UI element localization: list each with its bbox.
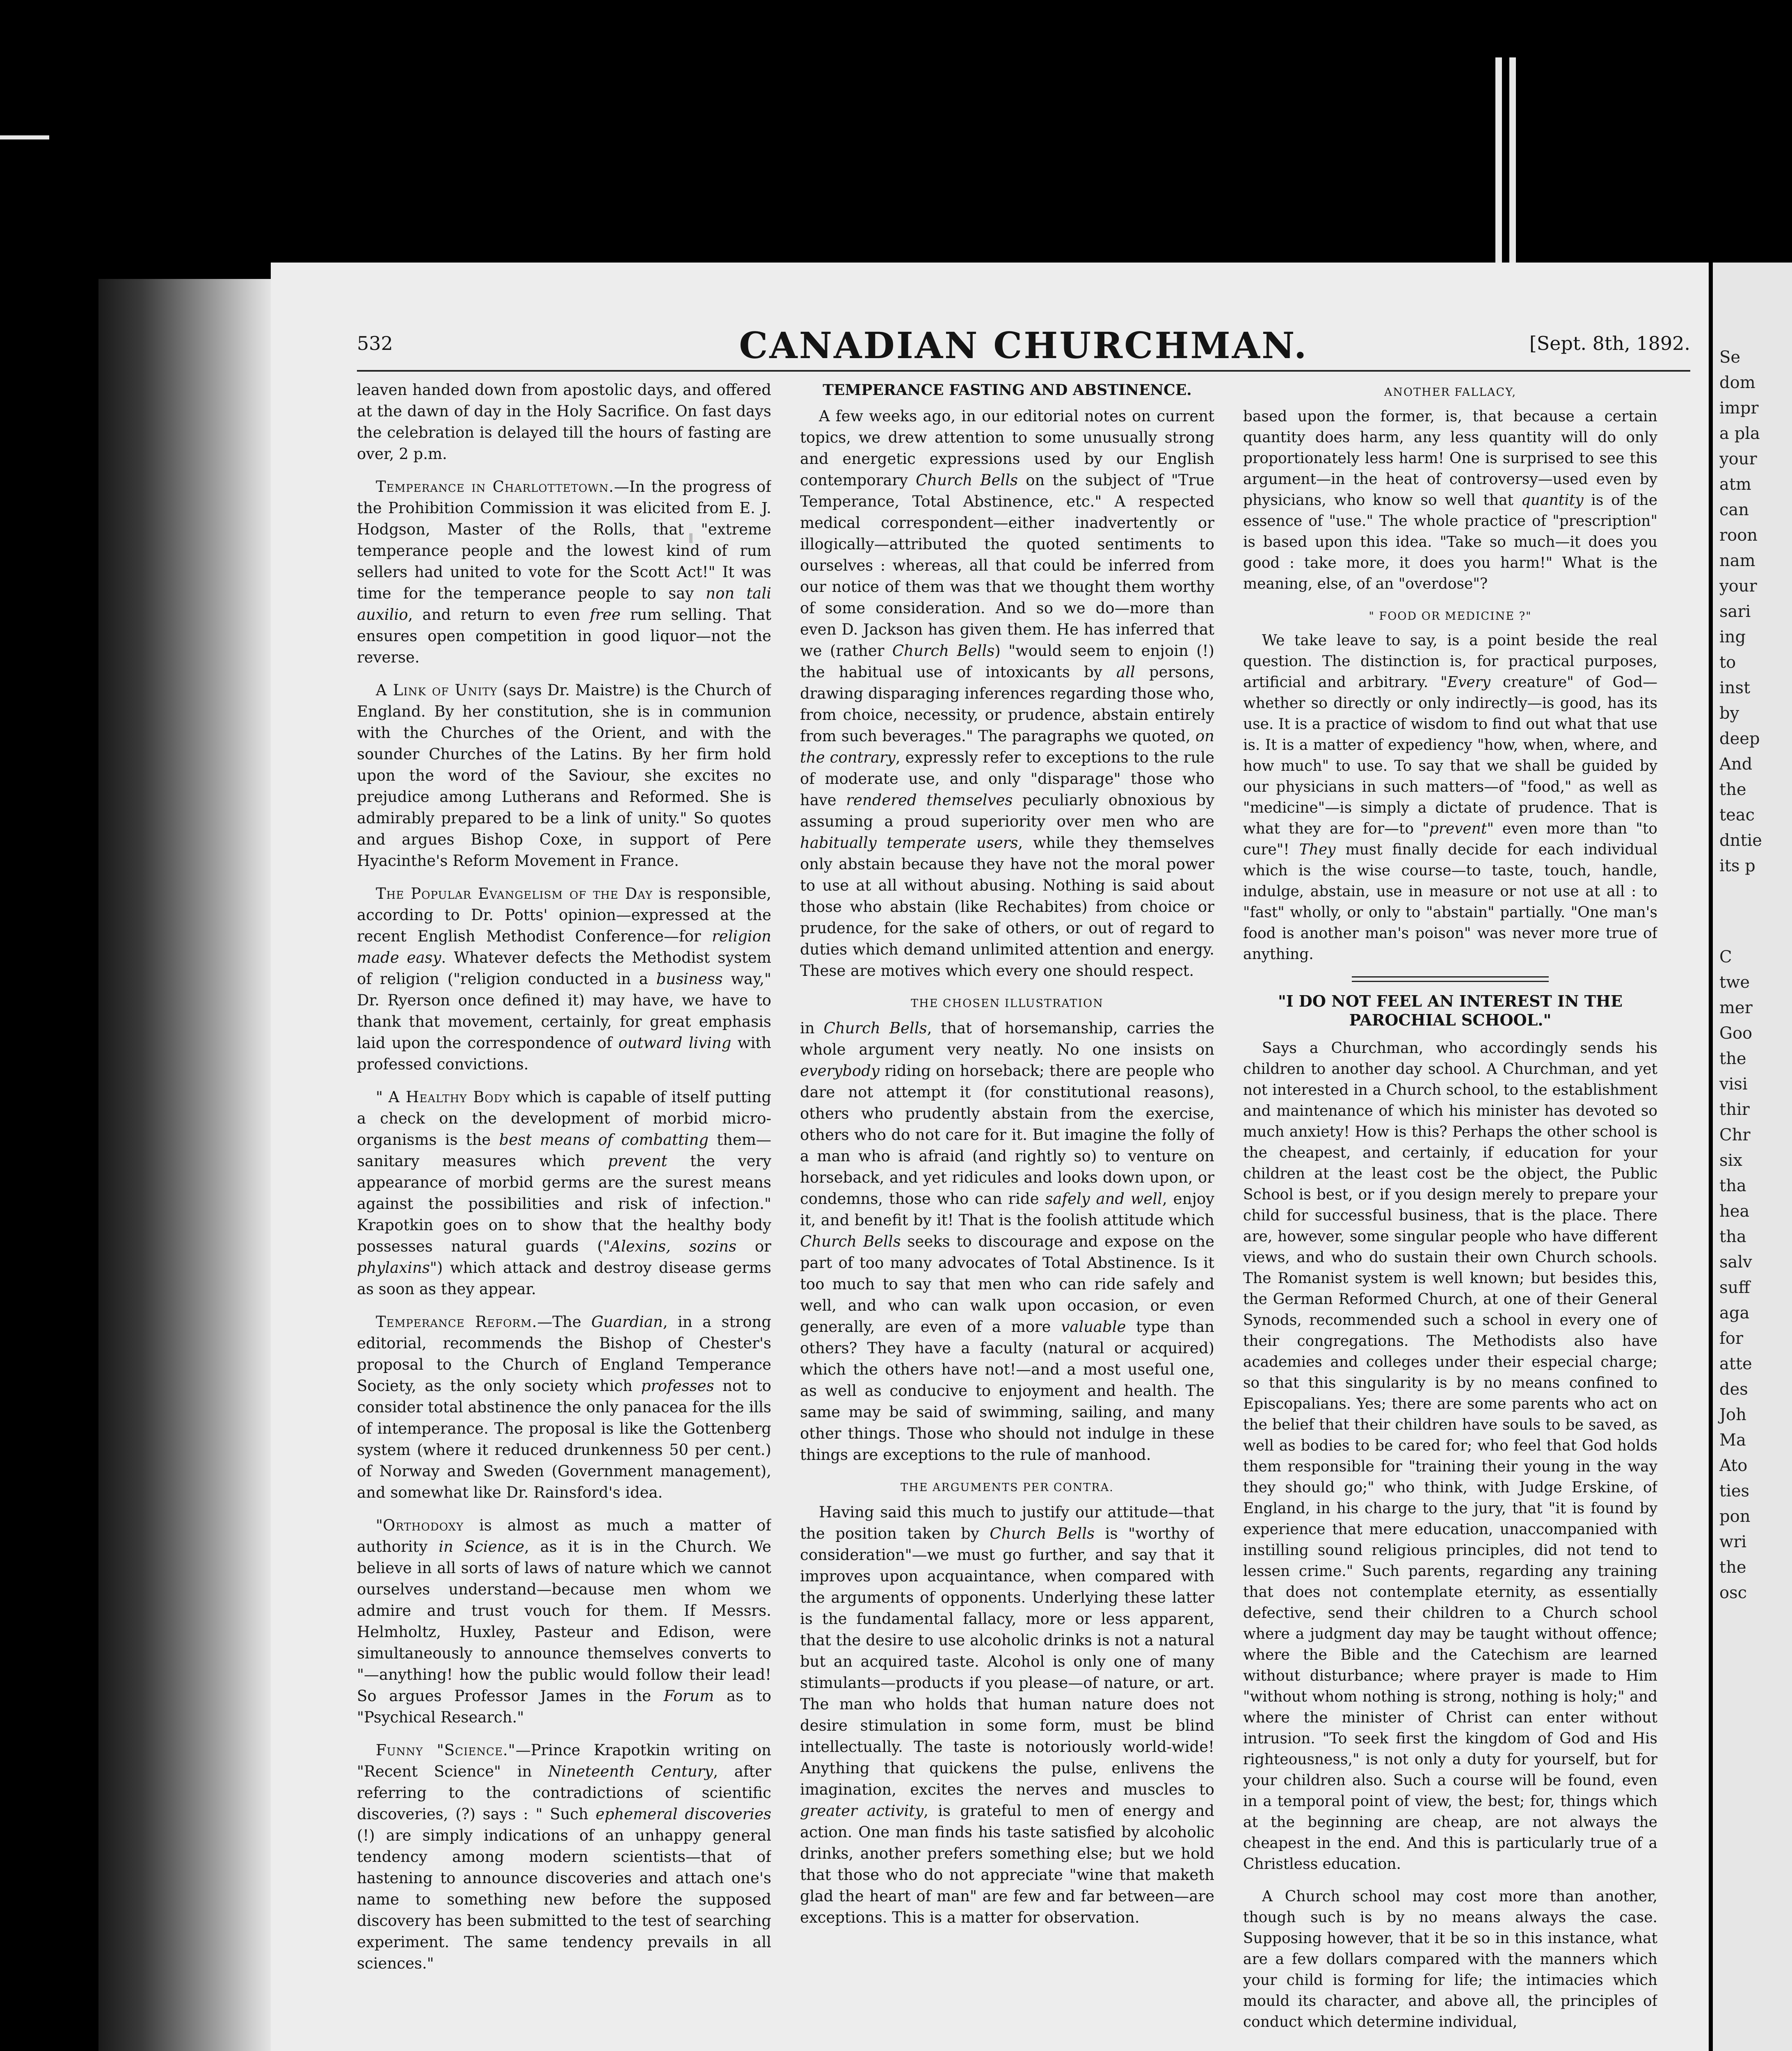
facing-page-line: Joh [1719, 1405, 1746, 1424]
facing-page-line: tha [1719, 1227, 1746, 1246]
facing-page-line: twe [1719, 973, 1750, 992]
article-paragraph: Says a Churchman, who accordingly sends his children to another day school. A Churchman, and yet not interested in a Church school, to the establishment and maintenance of which his minister has devoted so much anxiety! How is this? Perhaps the other school is the cheapest, and certainly, if education for your children at the least cost be the object, the Public School is best, or if you design merely to prepare your child for successful business, that is the place. There are, however, some singular people who have different views, and who do sustain their own Church schools. The Romanist system is well known; but besides this, the German Reformed Church, at one of their General Synods, recommended such a school in every one of their congregations. The Methodists also have academies and colleges under their especial charge; so that this singularity is by no means confined to Episcopalians. Yes; there are some parents who act on the belief that their children have souls to be saved, as well as bodies to be cared for; who feel that God holds them responsible for "training their young in the way they should go;" who think, with Judge Erskine, of England, in his charge to the jury, that "it is found by experience that mere education, unaccompanied with instilling sound religious principles, did not tend to lessen crime." Such parents, regarding any training that does not contemplate eternity, as essentially defective, send their children to a Church school where a judgment day may be taught without offence; where the Bible and the Catechism are learned without disturbance; where prayer is made to Him "without whom nothing is strong, nothing is holy;" and where the minister of Christ can enter without intrusion. "To seek first the kingdom of God and His righteousness," is not only a duty for yourself, but for your children also. Such a course will be found, even in a temporal point of view, the best; for, things which at the beginning are cheap, are not always the cheapest in the end. And this is particularly true of a Christless education. [1243, 1040, 1657, 1873]
masthead-title: CANADIAN CHURCHMAN. [739, 324, 1308, 367]
film-registration-marks-top [1495, 57, 1524, 263]
newspaper-page [271, 263, 1709, 2051]
facing-page-line: sari [1719, 602, 1751, 621]
item-temperance-charlottetown: Temperance in Charlottetown.—In the progress of the Prohibition Commission it was elicited from E. J. Hodgson, Master of the Rolls, that "extreme temperance people and the lowest kind of rum sellers had united to vote for the Scott Act!" It was time for the temperance people to say non tali auxilio, and return to even free rum selling. That ensures open competition in good liquor—not the reverse. [357, 478, 771, 666]
article-paragraph: A few weeks ago, in our editorial notes on current topics, we drew attention to some unusually strong and energetic expressions used by our English contemporary Church Bells on the subject of "True Temperance, Total Abstinence, etc." A respected medical correspondent—either inadvertently or illogically—attributed the quoted sentiments to ourselves : whereas, all that could be inferred from our notice of them was that we thought them worthy of some consideration. And so we do—more than even D. Jackson has given them. He has inferred that we (rather Church Bells) "would seem to enjoin (!) the habitual use of intoxicants by all persons, drawing disparaging inferences regarding those who, from choice, necessity, or prudence, abstain entirely from such beverages." The paragraphs we quoted, on the contrary, expressly refer to exceptions to the rule of moderate use, and only "disparage" those who have rendered themselves peculiarly obnoxious by assuming a proud superiority over men who are habitually temperate users, while they themselves only abstain because they have not the moral power to use at all without abusing. Nothing is said about those who abstain (like Rechabites) from choice or prudence, for the sake of others, or out of regard to duties which demand unlimited attention and energy. These are motives which every one should respect. [800, 407, 1214, 980]
facing-page-line: your [1719, 450, 1757, 468]
page-number: 532 [357, 332, 393, 354]
item-funny-science: Funny "Science."—Prince Krapotkin writing on "Recent Science" in Nineteenth Century, after referring to the contradictions of scientific discoveries, (?) says : " Such ephemeral discoveries (!) are simply indications of an unhappy general tendency among modern scientists—that of hastening to announce discoveries and attach one's name to something new before the supposed discovery has been submitted to the test of searching experiment. The same tendency prevails in all sciences." [357, 1741, 771, 1972]
facing-page-line: ties [1719, 1482, 1750, 1501]
article-title-parochial-school: "I DO NOT FEEL AN INTEREST IN THE PAROCHIAL SCHOOL." [1278, 992, 1623, 1029]
article-paragraph: Having said this much to justify our attitude—that the position taken by Church Bells is "worthy of consideration"—we must go further, and say that it improves upon acquaintance, when compared with the arguments of opponents. Underlying these latter is the fundamental fallacy, more or less apparent, that the desire to use alcoholic drinks is not a natural but an acquired taste. Alcohol is only one of many stimulants—products if you please—of nature, or art. The man who holds that human nature does not desire stimulation in some form, must be blind intellectually. The taste is notoriously world-wide! Anything that quickens the pulse, enlivens the imagination, excites the nerves and muscles to greater activity, is grateful to men of energy and action. One man finds his taste satisfied by alcoholic drinks, another prefers something else; but we hold that those who do not appreciate "wine that maketh glad the heart of man" are few and far between—are exceptions. This is a matter for observation. [800, 1503, 1214, 1926]
subheading-another-fallacy: ANOTHER FALLACY, [1384, 386, 1517, 399]
header-rule [357, 370, 1690, 372]
facing-page-line: Se [1719, 348, 1741, 367]
facing-page-line: And [1719, 755, 1753, 774]
facing-page-line: the [1719, 780, 1746, 799]
item-orthodoxy: "Orthodoxy is almost as much a matter of authority in Science, as it is in the Church. We believe in all sorts of laws of nature which we cannot ourselves understand—because men whom we admire and trust vouch for them. If Messrs. Helmholtz, Huxley, Pasteur and Edison, were simultaneously to announce themselves converts to "—anything! how the public would follow their lead! So argues Professor James in the Forum as to "Psychical Research." [357, 1517, 771, 1726]
article-paragraph: based upon the former, is, that because a certain quantity does harm, any less quantity will do only proportionately less harm! One is surprised to see this argument—in the heat of controversy—used even by physicians, who know so well that quantity is of the essence of "use." The whole practice of "prescription" is based upon this idea. "Take so much—it does you good : take more, it does you harm!" What is the meaning, else, of an "overdose"? [1243, 408, 1657, 592]
facing-page-line: inst [1719, 678, 1751, 697]
facing-page-line: Goo [1719, 1024, 1753, 1043]
facing-page-line: des [1719, 1380, 1748, 1399]
facing-page-line: impr [1719, 399, 1759, 418]
facing-page-line: deep [1719, 729, 1760, 748]
scan-edge-mark [0, 135, 49, 139]
facing-page-line: ing [1719, 628, 1746, 646]
facing-page-line: hea [1719, 1202, 1750, 1221]
facing-page-line: atte [1719, 1354, 1752, 1373]
facing-page-line: visi [1719, 1075, 1748, 1094]
issue-date: [Sept. 8th, 1892. [1529, 332, 1690, 354]
column-1 [357, 379, 771, 2051]
facing-page-line: atm [1719, 475, 1751, 494]
book-spine-shadow [98, 279, 271, 2051]
item-popular-evangelism: The Popular Evangelism of the Day is responsible, according to Dr. Potts' opinion—expressed at the recent English Methodist Conference—for religion made easy. Whatever defects the Methodist system of religion ("religion conducted in a business way," Dr. Ryerson once defined it) may have, we have to thank that movement, certainly, for great emphasis laid upon the correspondence of outward living with professed convictions. [357, 885, 771, 1073]
facing-page-line: a pla [1719, 424, 1760, 443]
facing-page-fragment [1713, 263, 1792, 2051]
section-divider [1352, 976, 1549, 982]
facing-page-line: wri [1719, 1533, 1747, 1551]
subheading-chosen-illustration: THE CHOSEN ILLUSTRATION [911, 997, 1104, 1010]
facing-page-line: your [1719, 577, 1757, 596]
article-title-temperance-fasting: TEMPERANCE FASTING AND ABSTINENCE. [823, 381, 1192, 399]
facing-page-line: dom [1719, 373, 1755, 392]
column-2 [800, 379, 1214, 2051]
column-3 [1243, 379, 1657, 2051]
facing-page-line: C [1719, 948, 1732, 966]
article-paragraph: A Church school may cost more than another, though such is by no means always the case. Supposing however, that it be so in this instance, what are a few dollars compared with the manners which your child is forming for life; the intimacies which mould its character, and above all, the principles of conduct which determine individual, [1243, 1888, 1657, 2030]
facing-page-line: dntie [1719, 831, 1762, 850]
facing-page-line: nam [1719, 551, 1755, 570]
facing-page-line: suff [1719, 1278, 1750, 1297]
facing-page-line: Ato [1719, 1456, 1748, 1475]
facing-page-line: teac [1719, 806, 1755, 825]
facing-page-line: for [1719, 1329, 1744, 1348]
facing-page-line: the [1719, 1049, 1746, 1068]
facing-page-line: osc [1719, 1583, 1747, 1602]
facing-page-line: can [1719, 500, 1749, 519]
facing-page-line: to [1719, 653, 1736, 672]
facing-page-line: its p [1719, 856, 1755, 875]
paragraph-continuation: leaven handed down from apostolic days, and offered at the dawn of day in the Holy Sacrifice. On fast days the celebration is delayed till the hours of fasting are over, 2 p.m. [357, 381, 771, 463]
page-header [357, 320, 1690, 365]
item-healthy-body: " A Healthy Body which is capable of itself putting a check on the development of morbid micro-organisms is the best means of combatting them—sanitary measures which prevent the very appearance of morbid germs are the surest means against the possibilities and risk of infection." Krapotkin goes on to show that the healthy body possesses natural guards ("Alexins, sozins or phylaxins") which attack and destroy disease germs as soon as they appear. [357, 1088, 771, 1298]
subheading-arguments-per-contra: THE ARGUMENTS PER CONTRA. [901, 1481, 1114, 1494]
facing-page-line: salv [1719, 1253, 1752, 1272]
facing-page-line: by [1719, 704, 1739, 723]
subheading-food-or-medicine: " FOOD OR MEDICINE ?" [1369, 610, 1532, 623]
facing-page-line: Chr [1719, 1126, 1751, 1144]
facing-page-line: aga [1719, 1304, 1750, 1322]
facing-page-line: mer [1719, 998, 1753, 1017]
facing-page-line: pon [1719, 1507, 1751, 1526]
facing-page-line: Ma [1719, 1431, 1746, 1450]
facing-page-line: roon [1719, 526, 1758, 545]
facing-page-line: thir [1719, 1100, 1750, 1119]
item-temperance-reform: Temperance Reform.—The Guardian, in a strong editorial, recommends the Bishop of Chester's proposal to the Church of England Temperance Society, as the only society which professes not to consider total abstinence the only panacea for the ills of intemperance. The proposal is like the Gottenberg system (where it reduced drunkenness 50 per cent.) of Norway and Sweden (Government management), and somewhat like Dr. Rainsford's idea. [357, 1313, 771, 1501]
item-link-of-unity: A Link of Unity (says Dr. Maistre) is the Church of England. By her constitution, she is in communion with the Churches of the Orient, and with the sounder Churches of the Latins. By her firm hold upon the word of the Saviour, she excites no prejudice among Lutherans and Reformed. She is admirably prepared to be a link of unity." So quotes and argues Bishop Coxe, in support of Pere Hyacinthe's Reform Movement in France. [357, 681, 771, 870]
facing-page-line: the [1719, 1558, 1746, 1577]
article-paragraph: in Church Bells, that of horsemanship, carries the whole argument very neatly. No one insists on everybody riding on horseback; there are people who dare not attempt it (for constitutional reasons), others who prudently abstain from the exercise, others who do not care for it. But imagine the folly of a man who is afraid (and rightly so) to venture on horseback, and yet ridicules and looks down upon, or condemns, those who can ride safely and well, enjoy it, and benefit by it! That is the foolish attitude which Church Bells seeks to discourage and expose on the part of too many advocates of Total Abstinence. Is it too much to say that men who can ride safely and well, and who can walk upon occasion, or even generally, are even of a more valuable type than others? They have a faculty (natural or acquired) which the others have not!—and a most useful one, as well as conducive to enjoyment and health. The same may be said of swimming, sailing, and many other things. Those who should not indulge in these things are exceptions to the rule of manhood. [800, 1019, 1214, 1464]
article-paragraph: We take leave to say, is a point beside the real question. The distinction is, for practical purposes, artificial and arbitrary. "Every creature" of God—whether so directly or only indirectly—is good, has its use. It is a practice of wisdom to find out what that use is. It is a matter of expediency "how, when, where, and how much" to use. To say that we shall be guided by our physicians in such matters—of "food," as well as "medicine"—is simply a dictate of prudence. That is what they are for—to "prevent" even more than "to cure"! They must finally decide for each individual which is the wise course—to taste, touch, handle, indulge, abstain, use in measure or not use at all : to "fast" wholly, or only to "abstain" partially. "One man's food is another man's poison" was never more true of anything. [1243, 632, 1657, 963]
facing-page-line: six [1719, 1151, 1742, 1170]
facing-page-line: tha [1719, 1176, 1746, 1195]
